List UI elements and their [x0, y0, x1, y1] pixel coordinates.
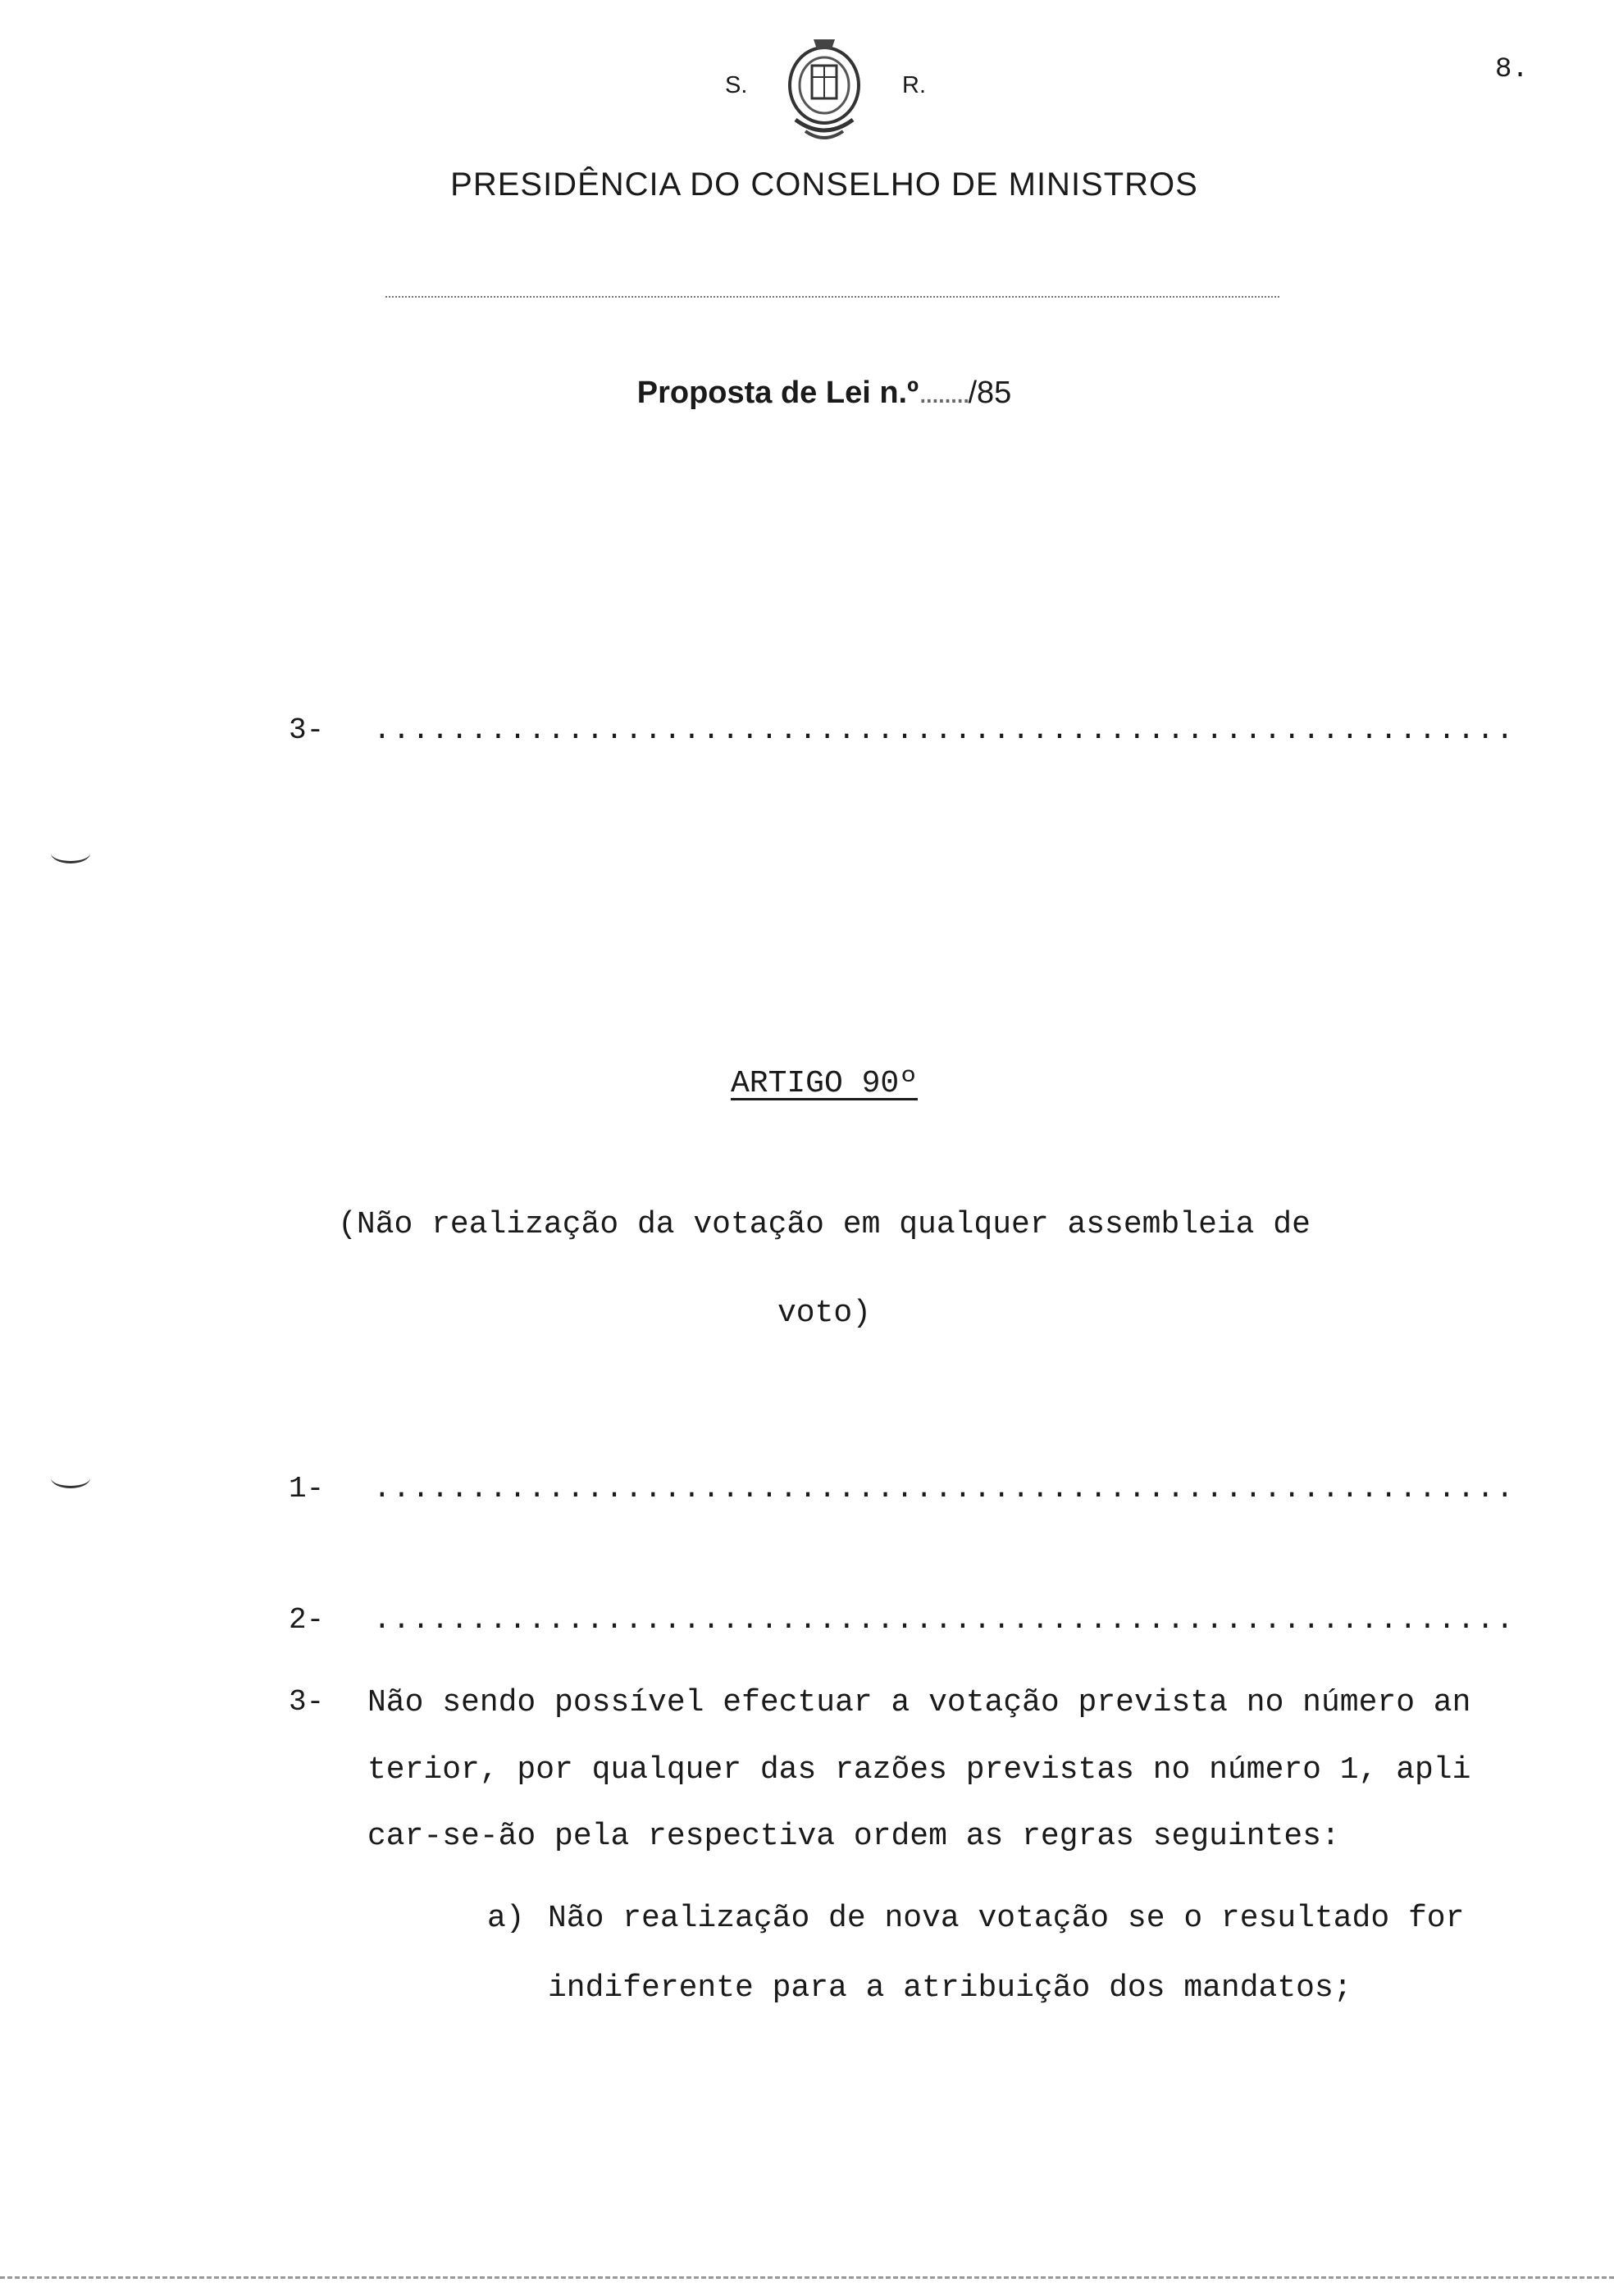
proposal-number: /85: [968, 376, 1012, 410]
article-subtitle: [0, 1181, 1614, 1358]
clause-number: 2-: [289, 1603, 325, 1637]
coat-of-arms-emblem-icon: [771, 34, 878, 148]
item-a-line: indiferente para a atribuição dos mandatos;: [548, 1970, 1352, 2006]
proposal-label: Proposta de Lei n.º: [636, 376, 919, 410]
clause-omitted-dots: ...........................................................: [373, 1603, 1516, 1637]
clause-3-line: terior, por qualquer das razões previstas no número 1, apli: [367, 1752, 1471, 1788]
office-title: PRESIDÊNCIA DO CONSELHO DE MINISTROS: [450, 166, 1198, 203]
article-title: [0, 1066, 1614, 1101]
article-subtitle-line: (Não realização da votação em qualquer assembleia de: [338, 1207, 1311, 1242]
clause-number: 3-: [289, 1685, 325, 1719]
clause-3-line: car-se-ão pela respectiva ordem as regras seguintes:: [367, 1819, 1340, 1854]
proposal-heading: [0, 376, 1614, 411]
letterhead-s: S.: [725, 72, 748, 98]
page-number: 8.: [1495, 54, 1529, 85]
article-subtitle-line: voto): [777, 1296, 872, 1331]
clause-omitted-dots: ...........................................................: [373, 713, 1516, 747]
letterhead-r: R.: [902, 72, 926, 98]
proposal-blank: ........: [918, 376, 969, 410]
margin-mark: [51, 843, 90, 863]
margin-mark: [51, 1468, 90, 1488]
scan-bottom-edge: [0, 2276, 1614, 2279]
clause-number: 3-: [289, 713, 325, 747]
clause-number: 1-: [289, 1472, 325, 1506]
article-title-text: ARTIGO 90º: [730, 1066, 919, 1101]
item-label: a): [487, 1901, 525, 1936]
clause-omitted-dots: ...........................................................: [373, 1472, 1516, 1506]
clause-3-line: Não sendo possível efectuar a votação prevista no número an: [367, 1685, 1471, 1720]
dotted-rule: [385, 296, 1279, 298]
item-a-line: Não realização de nova votação se o resultado for: [548, 1901, 1465, 1936]
